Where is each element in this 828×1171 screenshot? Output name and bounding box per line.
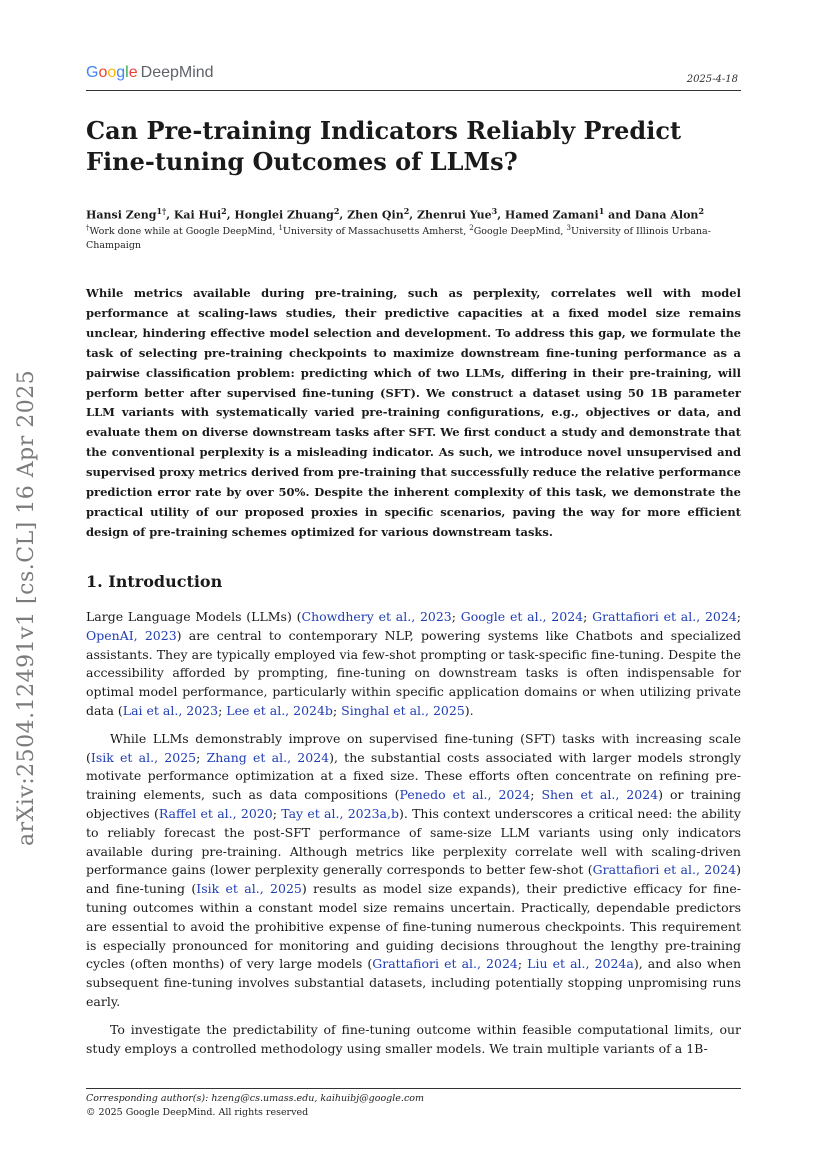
- paragraph-text: ;: [272, 805, 282, 821]
- paragraph-text: To investigate the predictability of fine-tuning outcome within feasible computational limits, our study employs a controlled methodology using smaller models. We train multiple variants of a 1B-: [86, 1021, 741, 1056]
- paragraph-text: ) results as model size expands), their predictive efficacy for fine-tuning outcomes within a constant model size remains uncertain. Practically, dependable predictors are essential to avoid the prohibitive expense of fine-tuning numerous checkpoints. This requirement is especially pronounced for monitoring and guiding decisions throughout the lengthy pre-training cycles (often months) of very large models (: [86, 881, 741, 972]
- body-paragraph: [86, 1021, 741, 1059]
- citation-link[interactable]: Tay et al., 2023a,b: [281, 805, 399, 821]
- affiliation-text: Google DeepMind,: [473, 226, 567, 238]
- affiliation-marker: †: [86, 224, 90, 232]
- author-name: Dana Alon: [634, 208, 699, 222]
- body-paragraph: [86, 608, 741, 721]
- paragraph-text: ;: [736, 609, 742, 624]
- author-affiliation-marker: 2: [403, 206, 410, 216]
- citation-link[interactable]: Isik et al., 2025: [196, 881, 302, 897]
- affiliation-marker: 2: [469, 224, 474, 232]
- paragraph-text: ;: [517, 956, 528, 972]
- corresponding-author: Corresponding author(s): hzeng@cs.umass.edu, kaihuibj@google.com: [86, 1093, 424, 1104]
- logo-google-wordmark: Google: [86, 64, 138, 81]
- logo-deepmind-wordmark: DeepMind: [140, 64, 214, 81]
- author-name: Zhen Qin: [347, 208, 404, 222]
- affiliation-text: University of Illinois Urbana-Champaign: [86, 226, 711, 252]
- citation-link[interactable]: Isik et al., 2025: [90, 749, 197, 765]
- paragraph-text: ) are central to contemporary NLP, powering systems like Chatbots and specialized assistants. They are typically employed via few-shot prompting or task-specific fine-tuning. Despite the accessibility afforded by prompting, fine-tuning on downstream tasks is often indispensable for optimal model performance, particularly within specific application domains or when utilizing private data (: [86, 627, 741, 718]
- citation-link[interactable]: Shen et al., 2024: [541, 787, 659, 803]
- affiliation-text: University of Massachusetts Amherst,: [282, 226, 470, 238]
- affiliation-marker: 1: [278, 224, 283, 232]
- author-affiliation-marker: 1†: [156, 206, 167, 216]
- google-deepmind-logo: [86, 64, 214, 82]
- section-heading-introduction: 1. Introduction: [86, 572, 223, 591]
- paragraph-text: ;: [451, 609, 461, 624]
- author-affiliation-marker: 2: [333, 206, 340, 216]
- citation-link[interactable]: Grattafiori et al., 2024: [592, 862, 737, 878]
- paragraph-text: ;: [332, 702, 342, 718]
- citation-link[interactable]: Penedo et al., 2024: [399, 787, 531, 803]
- author-name: Hamed Zamani: [504, 208, 599, 222]
- footer-divider: [86, 1088, 741, 1089]
- citation-link[interactable]: Grattafiori et al., 2024: [372, 956, 518, 972]
- paragraph-text: ) and fine-tuning (: [86, 862, 741, 897]
- paragraph-text: ) or training objectives (: [86, 787, 741, 821]
- citation-link[interactable]: Google et al., 2024: [460, 609, 584, 624]
- header-divider: [86, 90, 741, 91]
- paragraph-text: ), and also when subsequent fine-tuning involves substantial datasets, including potentially stopping unpromising runs early.: [86, 956, 741, 1009]
- author-affiliation-marker: 1: [598, 206, 605, 216]
- paragraph-text: ;: [583, 609, 593, 624]
- paragraph-text: ;: [530, 787, 542, 803]
- affiliation-list: [86, 221, 726, 253]
- paragraph-text: ;: [218, 702, 227, 718]
- citation-link[interactable]: Chowdhery et al., 2023: [301, 609, 452, 624]
- author-affiliation-marker: 2: [698, 206, 705, 216]
- paragraph-text: ).: [464, 702, 474, 718]
- citation-link[interactable]: Raffel et al., 2020: [158, 805, 273, 821]
- author-list: Hansi Zeng$^{1\dagger}$, Kai Hui$^2$, Honglei Zhuang$^2$, Zhen Qin$^2$, Zhenrui Yue$^3$, Hamed Zamani$^1$ and Dana Alon$^2$: [86, 206, 705, 222]
- author-affiliation-marker: 2: [221, 206, 227, 216]
- citation-link[interactable]: Grattafiori et al., 2024: [592, 609, 737, 624]
- citation-link[interactable]: OpenAI, 2023: [86, 627, 177, 643]
- copyright-notice: © 2025 Google DeepMind. All rights reserved: [86, 1107, 309, 1118]
- publication-date: 2025-4-18: [686, 74, 738, 85]
- abstract: While metrics available during pre-training, such as perplexity, correlates well with model performance at scaling-laws studies, their predictive capacities at a fixed model size remains unclear, hindering effective model selection and development. To address this gap, we formulate the task of selecting pre-training checkpoints to maximize downstream fine-tuning performance as a pairwise classification problem: predicting which of two LLMs, differing in their pre-training, will perform better after supervised fine-tuning (SFT). We construct a dataset using 50 1B parameter LLM variants with systematically varied pre-training configurations, e.g., objectives or data, and evaluate them on diverse downstream tasks after SFT. We first conduct a study and demonstrate that the conventional perplexity is a misleading indicator. As such, we introduce novel unsupervised and supervised proxy metrics derived from pre-training that successfully reduce the relative performance prediction error rate by over 50%. Despite the inherent complexity of this task, we demonstrate the practical utility of our proposed proxies in specific scenarios, paving the way for more efficient design of pre-training schemes optimized for various downstream tasks.: [86, 286, 741, 539]
- author-name: Hansi Zeng: [86, 208, 157, 222]
- citation-link[interactable]: Lai et al., 2023: [122, 702, 219, 718]
- body-paragraph: [86, 730, 741, 1012]
- arxiv-identifier-stamp: arXiv:2504.12491v1 [cs.CL] 16 Apr 2025: [14, 369, 39, 846]
- author-name: Kai Hui: [173, 208, 222, 222]
- citation-link[interactable]: Lee et al., 2024b: [226, 702, 333, 718]
- paper-title: Can Pre-training Indicators Reliably Predict Fine-tuning Outcomes of LLMs?: [86, 116, 682, 176]
- citation-link[interactable]: Zhang et al., 2024: [206, 749, 330, 765]
- author-name: Zhenrui Yue: [416, 208, 492, 222]
- affiliation-marker: 3: [566, 224, 571, 232]
- author-affiliation-marker: 3: [491, 206, 498, 216]
- paragraph-text: While LLMs demonstrably improve on supervised fine-tuning (SFT) tasks with increasing scale (: [86, 730, 741, 765]
- affiliation-text: Work done while at Google DeepMind,: [89, 226, 279, 238]
- citation-link[interactable]: Liu et al., 2024a: [527, 956, 634, 972]
- author-name: Honglei Zhuang: [234, 208, 334, 222]
- introduction-body: [86, 608, 741, 1067]
- paragraph-text: ), the substantial costs associated with larger models strongly motivate performance optimization at a fixed size. These efforts often concentrate on refining pre-training elements, such as data compositions (: [86, 749, 741, 803]
- citation-link[interactable]: Singhal et al., 2025: [341, 702, 465, 718]
- paragraph-text: ;: [196, 749, 207, 765]
- paragraph-text: ). This context underscores a critical need: the ability to reliably forecast the post-SFT performance of same-size LLM variants using only indicators available during pre-training. Although metrics like perplexity correlate well with scaling-driven performance gains (lower perplexity generally corresponds to better few-shot (: [86, 805, 741, 878]
- paragraph-text: Large Language Models (LLMs) (: [86, 609, 302, 624]
